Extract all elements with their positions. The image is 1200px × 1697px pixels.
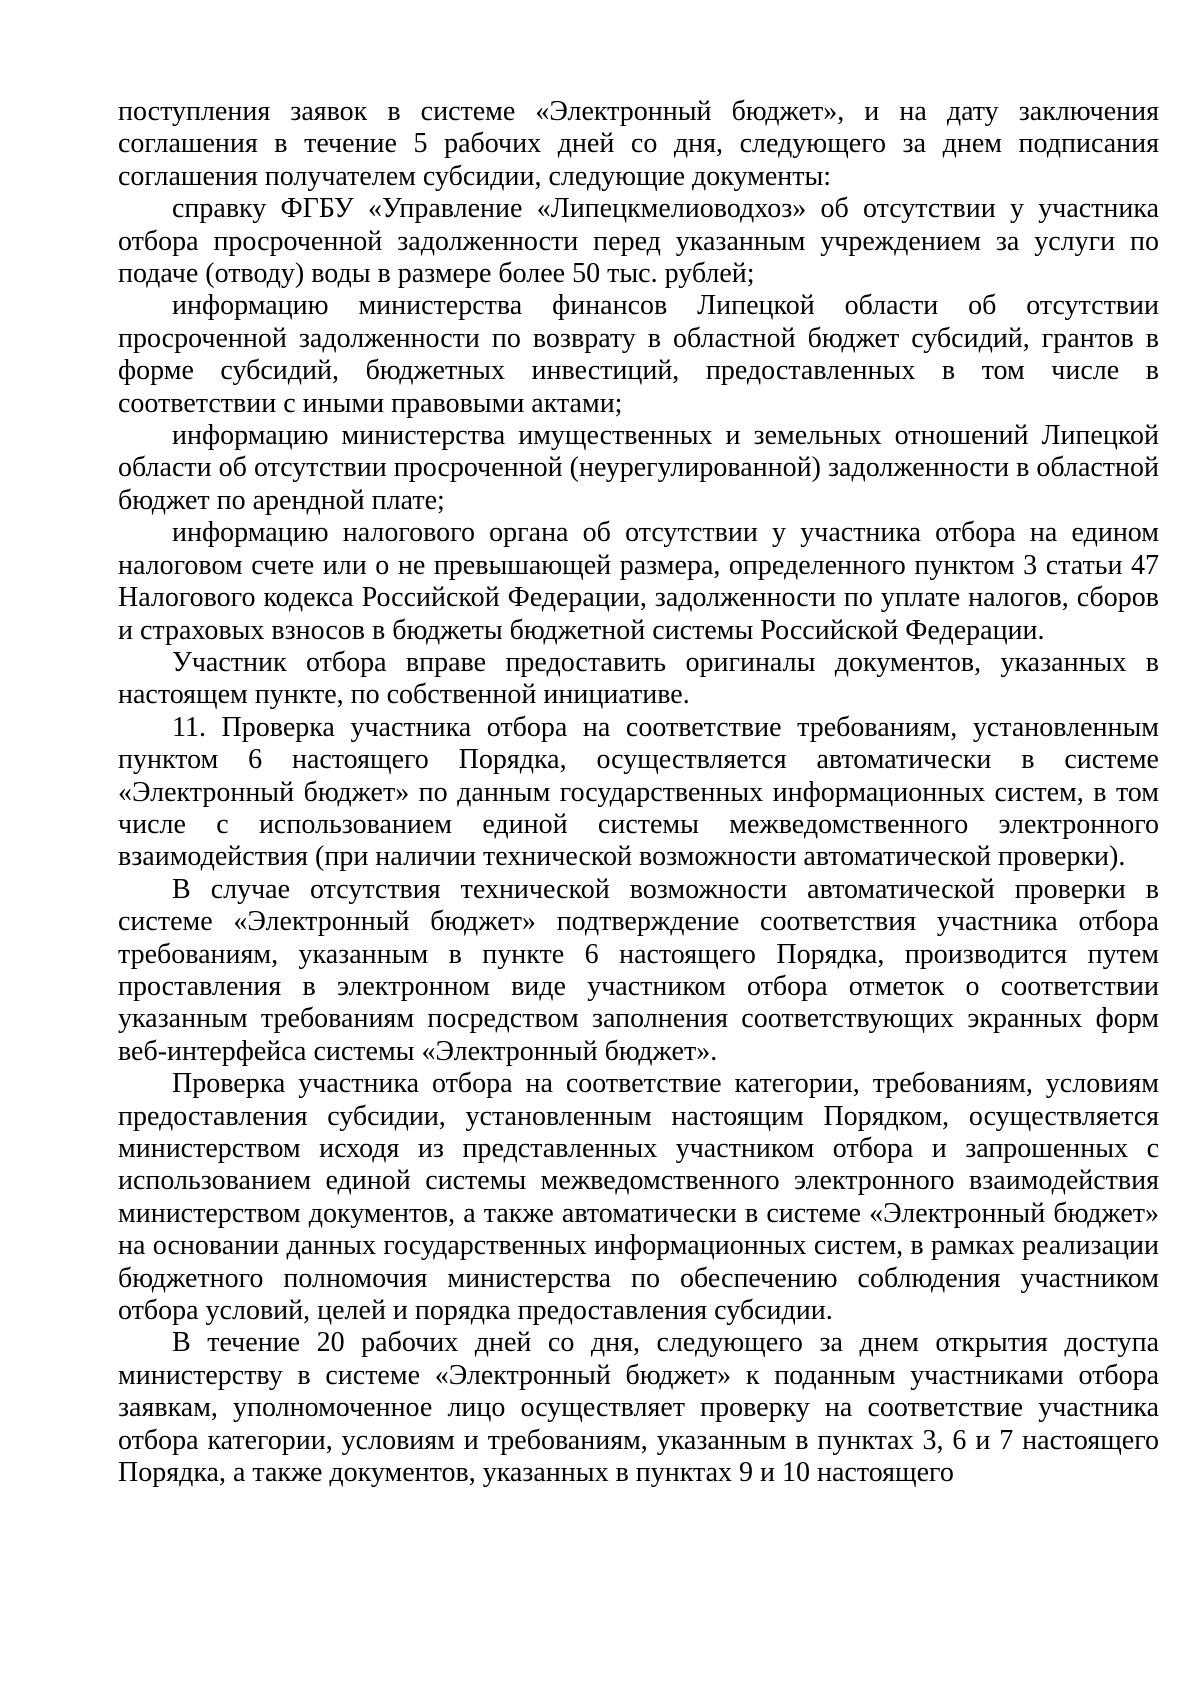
paragraph-tax-authority-info: информацию налогового органа об отсутствии у участника отбора на едином налоговом счете или о не превышающей размера, определенного пунктом 3 статьи 47 Налогового кодекса Российской Федерации, задолженности по уплате налогов, сборов и страховых взносов в бюджеты бюджетной системы Российской Федерации.: [118, 517, 1159, 646]
paragraph-property-ministry-info: информацию министерства имущественных и земельных отношений Липецкой области об отсутствии просроченной (неурегулированной) задолженности в областной бюджет по арендной плате;: [118, 420, 1159, 516]
paragraph-ministry-check: Проверка участника отбора на соответствие категории, требованиям, условиям предоставления субсидии, установленным настоящим Порядком, осуществляется министерством исходя из представленных участником отбора и запрошенных с использованием единой системы межведомственного электронного взаимодействия министерством документов, а также автоматически в системе «Электронный бюджет» на основании данных государственных информационных систем, в рамках реализации бюджетного полномочия министерства по обеспечению соблюдения участником отбора условий, целей и порядка предоставления субсидии.: [118, 1068, 1159, 1327]
paragraph-continuation: поступления заявок в системе «Электронный бюджет», и на дату заключения соглашения в течение 5 рабочих дней со дня, следующего за днем подписания соглашения получателем субсидии, следующие документы:: [118, 96, 1159, 192]
paragraph-originals-right: Участник отбора вправе предоставить оригиналы документов, указанных в настоящем пункте, по собственной инициативе.: [118, 646, 1159, 711]
paragraph-item-11: 11. Проверка участника отбора на соответствие требованиям, установленным пунктом 6 настоящего Порядка, осуществляется автоматически в системе «Электронный бюджет» по данным государственных информационных систем, в том числе с использованием единой системы межведомственного электронного взаимодействия (при наличии технической возможности автоматической проверки).: [118, 711, 1159, 873]
paragraph-melio-certificate: справку ФГБУ «Управление «Липецкмелиоводхоз» об отсутствии у участника отбора просроченной задолженности перед указанным учреждением за услуги по подаче (отводу) воды в размере более 50 тыс. рублей;: [118, 193, 1159, 290]
paragraph-20-days-check: В течение 20 рабочих дней со дня, следующего за днем открытия доступа министерству в системе «Электронный бюджет» к поданным участниками отбора заявкам, уполномоченное лицо осуществляет проверку на соответствие участника отбора категории, условиям и требованиям, указанным в пунктах 3, 6 и 7 настоящего Порядка, а также документов, указанных в пунктах 9 и 10 настоящего: [118, 1327, 1159, 1489]
paragraph-finance-ministry-info: информацию министерства финансов Липецкой области об отсутствии просроченной задолженности по возврату в областной бюджет субсидий, грантов в форме субсидий, бюджетных инвестиций, предоставленных в том числе в соответствии с иными правовыми актами;: [118, 290, 1159, 419]
paragraph-no-automatic-check: В случае отсутствия технической возможности автоматической проверки в системе «Электронный бюджет» подтверждение соответствия участника отбора требованиям, указанным в пункте 6 настоящего Порядка, производится путем проставления в электронном виде участником отбора отметок о соответствии указанным требованиям посредством заполнения соответствующих экранных форм веб-интерфейса системы «Электронный бюджет».: [118, 873, 1159, 1067]
document-page: [118, 96, 1159, 1489]
